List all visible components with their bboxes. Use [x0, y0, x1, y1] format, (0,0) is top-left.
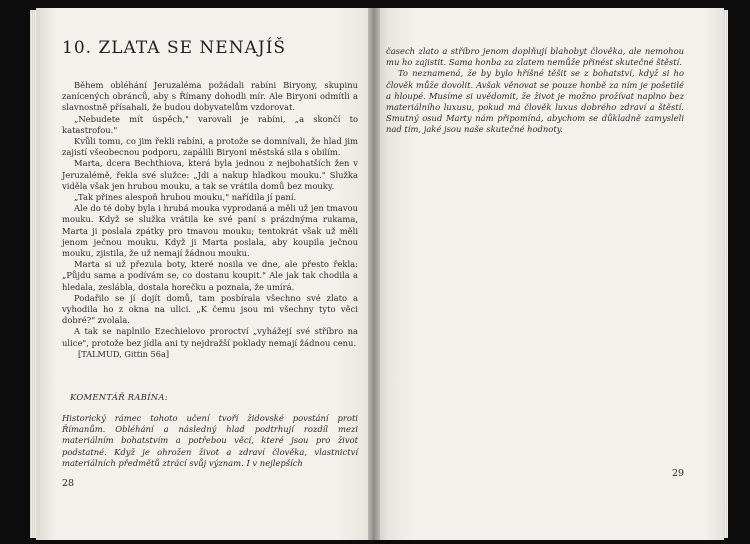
story-text	[62, 80, 358, 349]
book-gutter	[368, 8, 380, 540]
chapter-title: 10. ZLATA SE NENAJÍŠ	[62, 38, 287, 58]
source-citation: [TALMUD, Gittin 56a]	[78, 349, 170, 359]
commentary-continued	[386, 46, 684, 136]
story-paragraph: Kvůli tomu, co jim řekli rabíni, a protože se domnívali, že hlad jim zajistí všeobecnou podporu, zapálili Biryoni městská sila s obilím.	[62, 136, 358, 158]
story-paragraph: Během obléhání Jeruzaléma požádali rabíni Biryony, skupinu zanícených obránců, aby s Římany dohodli mír. Ale Biryoni odmítli a slavnostně přísahali, že budou dobyvatelům vzdorovat.	[62, 80, 358, 113]
commentary-paragraph: To neznamená, že by bylo hříšné těšit se z bohatství, když si ho člověk může dovolit. Avšak věnovat se pouze honbě za ním je pošetilé a hloupé. Musíme si uvědomit, že život je možno prožívat naplno bez materiálního luxusu, pokud má člověk luxus dobrého zdraví a štěstí. Smutný osud Marty nám připomíná, abychom se důkladně zamysleli nad tím, jaké jsou naše skutečné hodnoty.	[386, 68, 684, 135]
story-paragraph: „Nebudete mít úspěch," varovali je rabíni, „a skončí to katastrofou."	[62, 113, 358, 135]
story-paragraph: Ale do té doby byla i hrubá mouka vyprodaná a měli už jen tmavou mouku. Když se služka vrátila ke své paní s prázdnýma rukama, Marta ji poslala zpátky pro tmavou mouku; tentokrát však už měli jenom ječnou mouku. Když ji Marta poslala, aby koupila ječnou mouku, zjistila, že už nemají žádnou mouku.	[62, 203, 358, 259]
story-paragraph: „Tak přines alespoň hrubou mouku," nařídila jí paní.	[74, 192, 297, 203]
story-paragraph: A tak se naplnilo Ezechielovo proroctví „vyhážejí své stříbro na ulice", protože bez jídla ani ty nejdražší poklady nemají žádnou cenu.	[62, 326, 358, 348]
right-page-number: 29	[672, 468, 685, 479]
story-paragraph: Marta si už přezula boty, které nosila ve dne, ale přesto řekla: „Půjdu sama a podívám se, co dostanu koupit." Ale jak tak chodila a hledala, zeslábla, dostala horečku a poznala, že umírá.	[62, 259, 358, 292]
commentary-paragraph: Historický rámec tohoto učení tvoří židovské povstání proti Římanům. Obléhání a následný hlad podtrhují rozdíl mezi materiálním bohatstvím a potřebou věcí, které jsou pro život podstatné. Když je ohrožen život a zdraví člověka, vlastnictví materiálních předmětů ztrácí svůj význam. I v nejlepších	[62, 413, 358, 468]
left-page-number: 28	[62, 478, 75, 489]
commentary-title: KOMENTÁŘ RABÍNA:	[70, 392, 168, 402]
story-paragraph: Podařilo se jí dojít domů, tam posbírala všechno své zlato a vyhodila ho z okna na ulici. „K čemu jsou mi všechny tyto věci dobré?" zvolala.	[62, 292, 358, 326]
story-paragraph: Marta, dcera Bechthiova, která byla jednou z nejbohatších žen v Jeruzalémě, řekla své služce: „Jdi a nakup hladkou mouku." Služka viděla však jen hrubou mouku, a tak se vrátila domů bez mouky.	[62, 158, 358, 191]
commentary-paragraph: časech zlato a stříbro jenom doplňují blahobyt člověka, ale nemohou mu ho zajistit. Sama honba za zlatem nemůže přinést skutečné štěstí.	[386, 46, 684, 68]
commentary-text	[62, 413, 358, 469]
